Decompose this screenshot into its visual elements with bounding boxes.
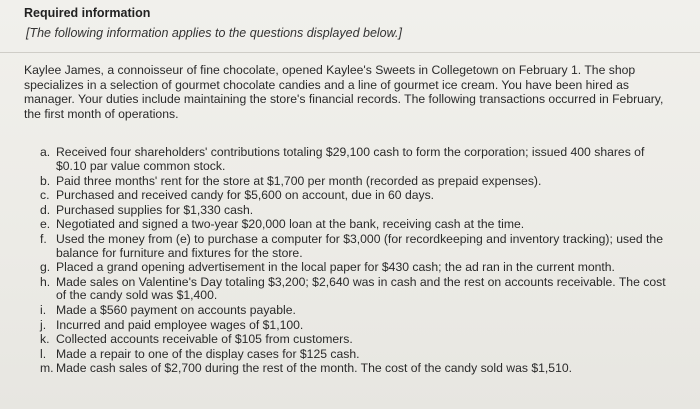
transaction-text: Made a $560 payment on accounts payable. [56, 302, 296, 317]
transaction-marker: j. [40, 317, 47, 332]
transactions-list [12, 146, 688, 376]
transaction-marker: a. [40, 145, 51, 160]
transaction-marker: g. [40, 260, 51, 275]
transaction-marker: b. [40, 173, 51, 188]
transaction-marker: k. [40, 332, 50, 347]
transaction-item-l [40, 348, 678, 362]
transaction-marker: c. [40, 188, 50, 203]
transaction-text: Made cash sales of $2,700 during the rest of the month. The cost of the candy sold was $1,510. [56, 361, 573, 376]
required-information-heading: Required information [24, 6, 151, 20]
transaction-item-b [40, 175, 678, 189]
section-divider [0, 52, 700, 53]
transaction-text: Incurred and paid employee wages of $1,100. [56, 317, 304, 332]
transaction-text: Made sales on Valentine's Day totaling $3,200; $2,640 was in cash and the rest on accounts receivable. The cost of the candy sold was $1,400. [56, 274, 666, 303]
transaction-item-j [40, 319, 678, 333]
transaction-text: Made a repair to one of the display cases for $125 cash. [56, 346, 360, 361]
transaction-marker: i. [40, 302, 47, 317]
applies-note: [The following information applies to the questions displayed below.] [26, 26, 402, 40]
transaction-item-a [40, 146, 678, 173]
transaction-marker: e. [40, 217, 51, 232]
transaction-item-h [40, 276, 678, 303]
transaction-text: Received four shareholders' contributions totaling $29,100 cash to form the corporation; issued 400 shares of $0.10 par value common stock. [56, 145, 645, 173]
intro-paragraph: Kaylee James, a connoisseur of fine chocolate, opened Kaylee's Sweets in Collegetown on February 1. The shop specializes in a selection of gourmet chocolate candies and a line of gourmet ice cream. You have been hired as manager. Your duties include maintaining the store's financial records. The following transactions occurred in February, the first month of operations. [24, 63, 664, 121]
transaction-item-e [40, 218, 678, 232]
transaction-marker: d. [40, 202, 51, 217]
transaction-text: Paid three months' rent for the store at $1,700 per month (recorded as prepaid expenses). [56, 173, 542, 188]
transaction-marker: f. [40, 231, 47, 246]
transaction-item-k [40, 333, 678, 347]
transaction-item-f [40, 233, 678, 260]
transaction-text: Collected accounts receivable of $105 from customers. [56, 332, 353, 347]
transaction-text: Used the money from (e) to purchase a computer for $3,000 (for recordkeeping and inventory tracking); used the balance for furniture and fixtures for the store. [56, 231, 663, 260]
transaction-marker: m. [40, 361, 54, 376]
transaction-marker: l. [40, 346, 47, 361]
transaction-item-d [40, 204, 678, 218]
transaction-text: Purchased supplies for $1,330 cash. [56, 202, 254, 217]
transaction-item-i [40, 304, 678, 318]
transaction-marker: h. [40, 274, 51, 289]
transaction-text: Purchased and received candy for $5,600 on account, due in 60 days. [56, 188, 435, 203]
transaction-item-g [40, 261, 678, 275]
transaction-text: Placed a grand opening advertisement in the local paper for $430 cash; the ad ran in the current month. [56, 260, 615, 275]
transaction-item-m [40, 362, 678, 376]
transaction-text: Negotiated and signed a two-year $20,000 loan at the bank, receiving cash at the time. [56, 217, 525, 232]
transaction-item-c [40, 189, 678, 203]
